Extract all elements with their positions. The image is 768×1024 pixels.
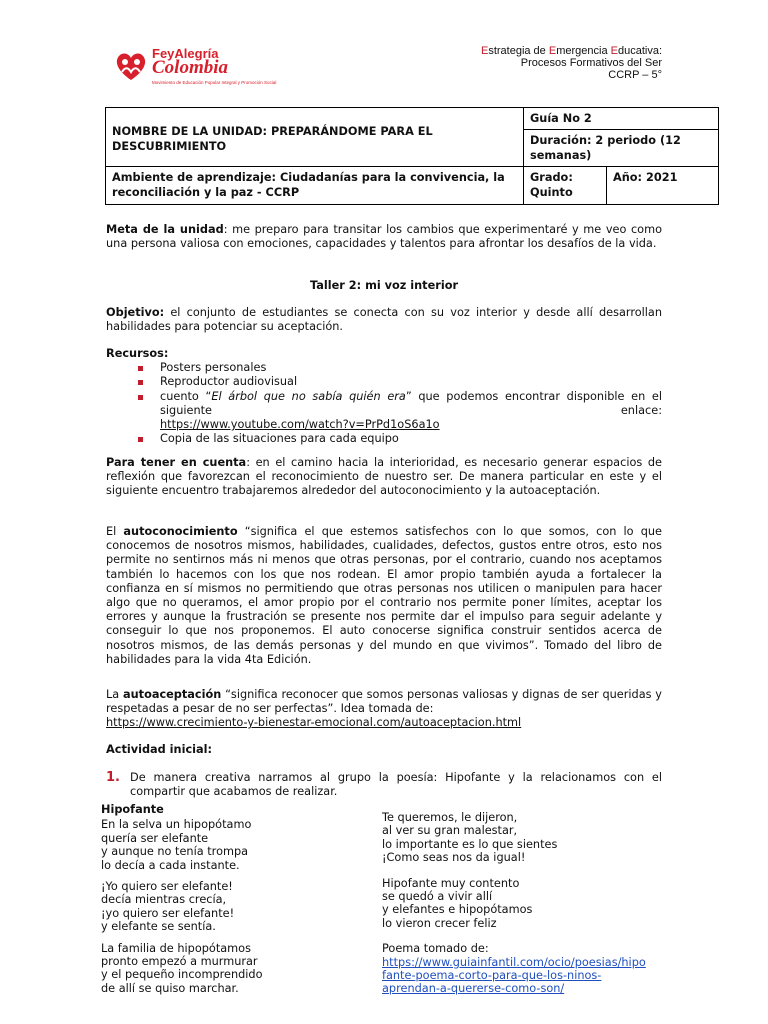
unit-name-cell: NOMBRE DE LA UNIDAD: PREPARÁNDOME PARA EL DESCUBRIMIENTO <box>106 108 524 167</box>
youtube-link[interactable]: https://www.youtube.com/watch?v=PrPd1oS6a1o <box>160 418 440 432</box>
activity-number: 1. <box>106 770 120 785</box>
logo-line-2: Colombia <box>152 57 229 78</box>
activity-item-1 <box>106 771 662 799</box>
resources-label: Recursos: <box>106 347 169 360</box>
activity-text: De manera creativa narramos al grupo la poesía: Hipofante y la relacionamos con el compartir que acabamos de realizar. <box>130 771 662 799</box>
initial-activity-title: Actividad inicial: <box>106 743 213 756</box>
fe-y-alegria-logo <box>112 44 277 90</box>
program-code: CCRP – 5° <box>608 69 662 81</box>
list-item: Posters personales <box>106 361 662 375</box>
program-title: Estrategia de Emergencia Educativa: <box>480 45 662 57</box>
program-subtitle: Procesos Formativos del Ser <box>520 57 662 69</box>
poem-source-label: Poema tomado de: <box>382 942 489 956</box>
poem-title: Hipofante <box>101 803 164 816</box>
program-header <box>481 45 662 81</box>
hearts-icon <box>112 46 150 84</box>
logo-tagline: Movimiento de Educación Popular Integral y Promoción Social <box>152 80 277 85</box>
list-item: cuento “El árbol que no sabía quién era” que podemos encontrar disponible en el siguiente enlace: <box>106 390 662 418</box>
poem-source <box>382 942 712 996</box>
logo-line-1: FeyAlegría <box>152 46 219 61</box>
objective: Objetivo: el conjunto de estudiantes se conecta con su voz interior y desde allí desarrollan habilidades para potenciar su aceptación. <box>106 306 662 334</box>
poem-stanza: La familia de hipopótamos pronto empezó a murmurar y el pequeño incomprendido de allí se quiso marchar. <box>101 941 263 995</box>
workshop-title: Taller 2: mi voz interior <box>309 279 459 292</box>
self-acceptance: La autoaceptación “significa reconocer que somos personas valiosas y dignas de ser queridas y respetadas a pesar de no ser perfectas”. Idea tomada de: https://www.crecimiento-y-bienestar-emocional.com/autoaceptacion.html <box>106 688 662 730</box>
keep-in-mind: Para tener en cuenta: en el camino hacia la interioridad, es necesario generar espacios de reflexión que favorezcan el reconocimiento de nuestro ser. De manera particular en este y el siguiente encuentro trabajaremos alrededor del autoconocimiento y la autoaceptación. <box>106 456 662 498</box>
poem-stanza: En la selva un hipopótamo quería ser elefante y aunque no tenía trompa lo decía a cada instante. <box>101 818 252 872</box>
poem-source-link[interactable]: https://www.guiainfantil.com/ocio/poesias/hipo fante-poema-corto-para-que-los-ninos- aprendan-a-quererse-como-son/ <box>382 955 646 996</box>
self-knowledge: El autoconocimiento “significa el que estemos satisfechos con lo que somos, con lo que conocemos de nosotros mismos, habilidades, cualidades, defectos, gustos entre otros, esto nos permite no sentirnos más ni menos que otras personas, por el contrario, cuando nos aceptamos también lo hacemos con los que nos rodean. El amor propio también ayuda a fortalecer la confianza en sí mismos no permitiendo que otras personas nos utilicen o manipulen para hacer algo que no queramos, el amor propio por el contrario nos permite poner límites, aceptar los errores y aunque la frustración se presente nos permite dar el impulso para seguir adelante y conseguir lo que nos proponemos. El auto conocerse significa construir sentidos acerca de nosotros mismos, de las demás personas y del mundo en que vivimos”. Tomado del libro de habilidades para la vida 4ta Edición. <box>106 525 662 666</box>
grade-cell: Grado: Quinto <box>524 167 607 205</box>
poem-stanza: ¡Yo quiero ser elefante! decía mientras crecía, ¡yo quiero ser elefante! y elefante se sentía. <box>101 880 235 934</box>
poem-stanza: Te queremos, le dijeron, al ver su gran malestar, lo importante es lo que sientes ¡Como seas nos da igual! <box>382 811 558 865</box>
resources <box>106 347 662 446</box>
self-acceptance-link[interactable]: https://www.crecimiento-y-bienestar-emocional.com/autoaceptacion.html <box>106 716 522 730</box>
guide-cell: Guía No 2 <box>524 108 719 130</box>
unit-info-table <box>105 107 719 205</box>
duration-cell: Duración: 2 periodo (12 semanas) <box>524 130 719 167</box>
year-cell: Año: 2021 <box>607 167 719 205</box>
poem-left-column <box>101 803 351 1003</box>
unit-goal: Meta de la unidad: me preparo para transitar los cambios que experimentaré y me veo como una persona valiosa con emociones, capacidades y talentos para afrontar los desafíos de la vida. <box>106 223 662 251</box>
poem-right-column <box>382 811 712 1004</box>
resources-list <box>106 361 662 446</box>
list-item: Copia de las situaciones para cada equipo <box>106 432 662 446</box>
environment-cell: Ambiente de aprendizaje: Ciudadanías para la convivencia, la reconciliación y la paz - CCRP <box>106 167 524 205</box>
poem-stanza: Hipofante muy contento se quedó a vivir allí y elefantes e hipopótamos lo vieron crecer feliz <box>382 876 533 930</box>
list-item-link <box>106 418 662 432</box>
list-item: Reproductor audiovisual <box>106 375 662 389</box>
